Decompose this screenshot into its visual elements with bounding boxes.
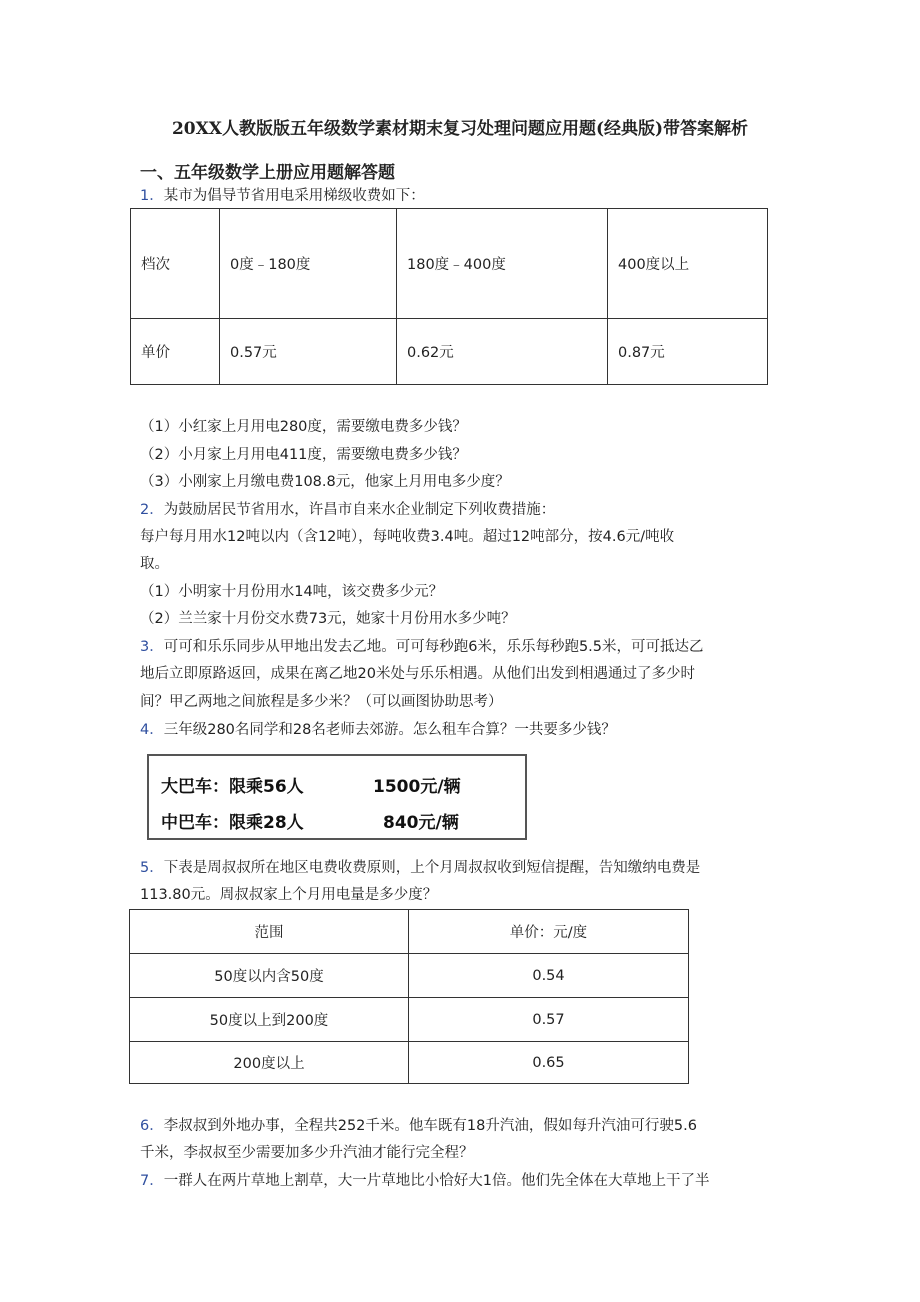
question-text: 为鼓励居民节省用水，许昌市自来水企业制定下列收费措施：	[163, 502, 556, 518]
question-7	[140, 1169, 709, 1190]
question-number: 4．	[140, 722, 164, 738]
big-bus-price: 1500元/辆	[373, 777, 461, 797]
question-2-line-3: 取。	[140, 556, 169, 572]
table-row	[130, 998, 689, 1042]
table-cell: 单价	[131, 319, 220, 385]
question-number: 5．	[140, 860, 164, 876]
question-2-sub-1: （1）小明家十月份用水14吨，该交费多少元？	[140, 584, 444, 600]
question-5-line-2: 113.80元。周叔叔家上个月用电量是多少度？	[140, 887, 438, 903]
table-header-cell: 单价：元/度	[409, 910, 689, 954]
table-cell: 0.87元	[608, 319, 768, 385]
page-title: 20XX人教版版五年级数学素材期末复习处理问题应用题(经典版)带答案解析	[171, 119, 749, 139]
table-row	[131, 319, 768, 385]
table-cell: 0.65	[409, 1042, 689, 1084]
tiered-price-table	[130, 208, 768, 385]
question-number: 7．	[140, 1173, 164, 1189]
table-cell: 50度以上到200度	[130, 998, 409, 1042]
question-1-sub-1: （1）小红家上月用电280度，需要缴电费多少钱？	[140, 419, 467, 435]
question-number: 3．	[140, 639, 164, 655]
table-cell: 400度以上	[608, 209, 768, 319]
table-cell: 档次	[131, 209, 220, 319]
question-6-line-2: 千米，李叔叔至少需要加多少升汽油才能行完全程？	[140, 1145, 474, 1161]
question-text: 李叔叔到外地办事，全程共252千米。他车既有18升汽油，假如每升汽油可行驶5.6	[163, 1118, 697, 1134]
question-2	[140, 498, 555, 519]
question-text: 下表是周叔叔所在地区电费收费原则，上个月周叔叔收到短信提醒，告知缴纳电费是	[163, 860, 701, 876]
table-row	[131, 209, 768, 319]
table-header-row	[130, 910, 689, 954]
question-text: 一群人在两片草地上割草，大一片草地比小恰好大1倍。他们先全体在大草地上干了半	[163, 1173, 710, 1189]
table-row	[130, 954, 689, 998]
question-6	[140, 1114, 697, 1135]
question-5	[140, 856, 700, 877]
question-4	[140, 718, 616, 739]
question-text: 可可和乐乐同步从甲地出发去乙地。可可每秒跑6米，乐乐每秒跑5.5米，可可抵达乙	[163, 639, 704, 655]
question-number: 2．	[140, 502, 164, 518]
question-number: 6．	[140, 1118, 164, 1134]
table-cell: 0.62元	[397, 319, 608, 385]
question-3-line-3: 间？甲乙两地之间旅程是多少米？（可以画图协助思考）	[140, 694, 503, 710]
mid-bus-price: 840元/辆	[383, 813, 459, 833]
table-header-cell: 范围	[130, 910, 409, 954]
question-number: 1．	[140, 188, 164, 204]
bus-rental-box	[147, 754, 527, 840]
table-cell: 180度﹣400度	[397, 209, 608, 319]
table-cell: 0.57元	[220, 319, 397, 385]
table-cell: 0.57	[409, 998, 689, 1042]
table-cell: 200度以上	[130, 1042, 409, 1084]
table-cell: 0.54	[409, 954, 689, 998]
question-2-line-2: 每户每月用水12吨以内（含12吨），每吨收费3.4吨。超过12吨部分，按4.6元/吨收	[140, 529, 675, 545]
question-1-sub-2: （2）小月家上月用电411度，需要缴电费多少钱？	[140, 447, 467, 463]
question-3	[140, 635, 704, 656]
table-cell: 50度以内含50度	[130, 954, 409, 998]
table-cell: 0度﹣180度	[220, 209, 397, 319]
mid-bus-capacity: 中巴车：限乘28人	[161, 813, 304, 833]
table-row	[130, 1042, 689, 1084]
section-title: 一、五年级数学上册应用题解答题	[140, 163, 395, 183]
question-1-sub-3: （3）小刚家上月缴电费108.8元，他家上月用电多少度？	[140, 474, 510, 490]
question-text: 某市为倡导节省用电采用梯级收费如下：	[163, 188, 425, 204]
question-3-line-2: 地后立即原路返回，成果在离乙地20米处与乐乐相遇。从他们出发到相遇通过了多少时	[140, 666, 695, 682]
question-2-sub-2: （2）兰兰家十月份交水费73元，她家十月份用水多少吨？	[140, 611, 516, 627]
electricity-rate-table	[129, 909, 689, 1084]
question-1	[140, 184, 425, 205]
big-bus-capacity: 大巴车：限乘56人	[161, 777, 304, 797]
question-text: 三年级280名同学和28名老师去郊游。怎么租车合算？一共要多少钱？	[163, 722, 616, 738]
